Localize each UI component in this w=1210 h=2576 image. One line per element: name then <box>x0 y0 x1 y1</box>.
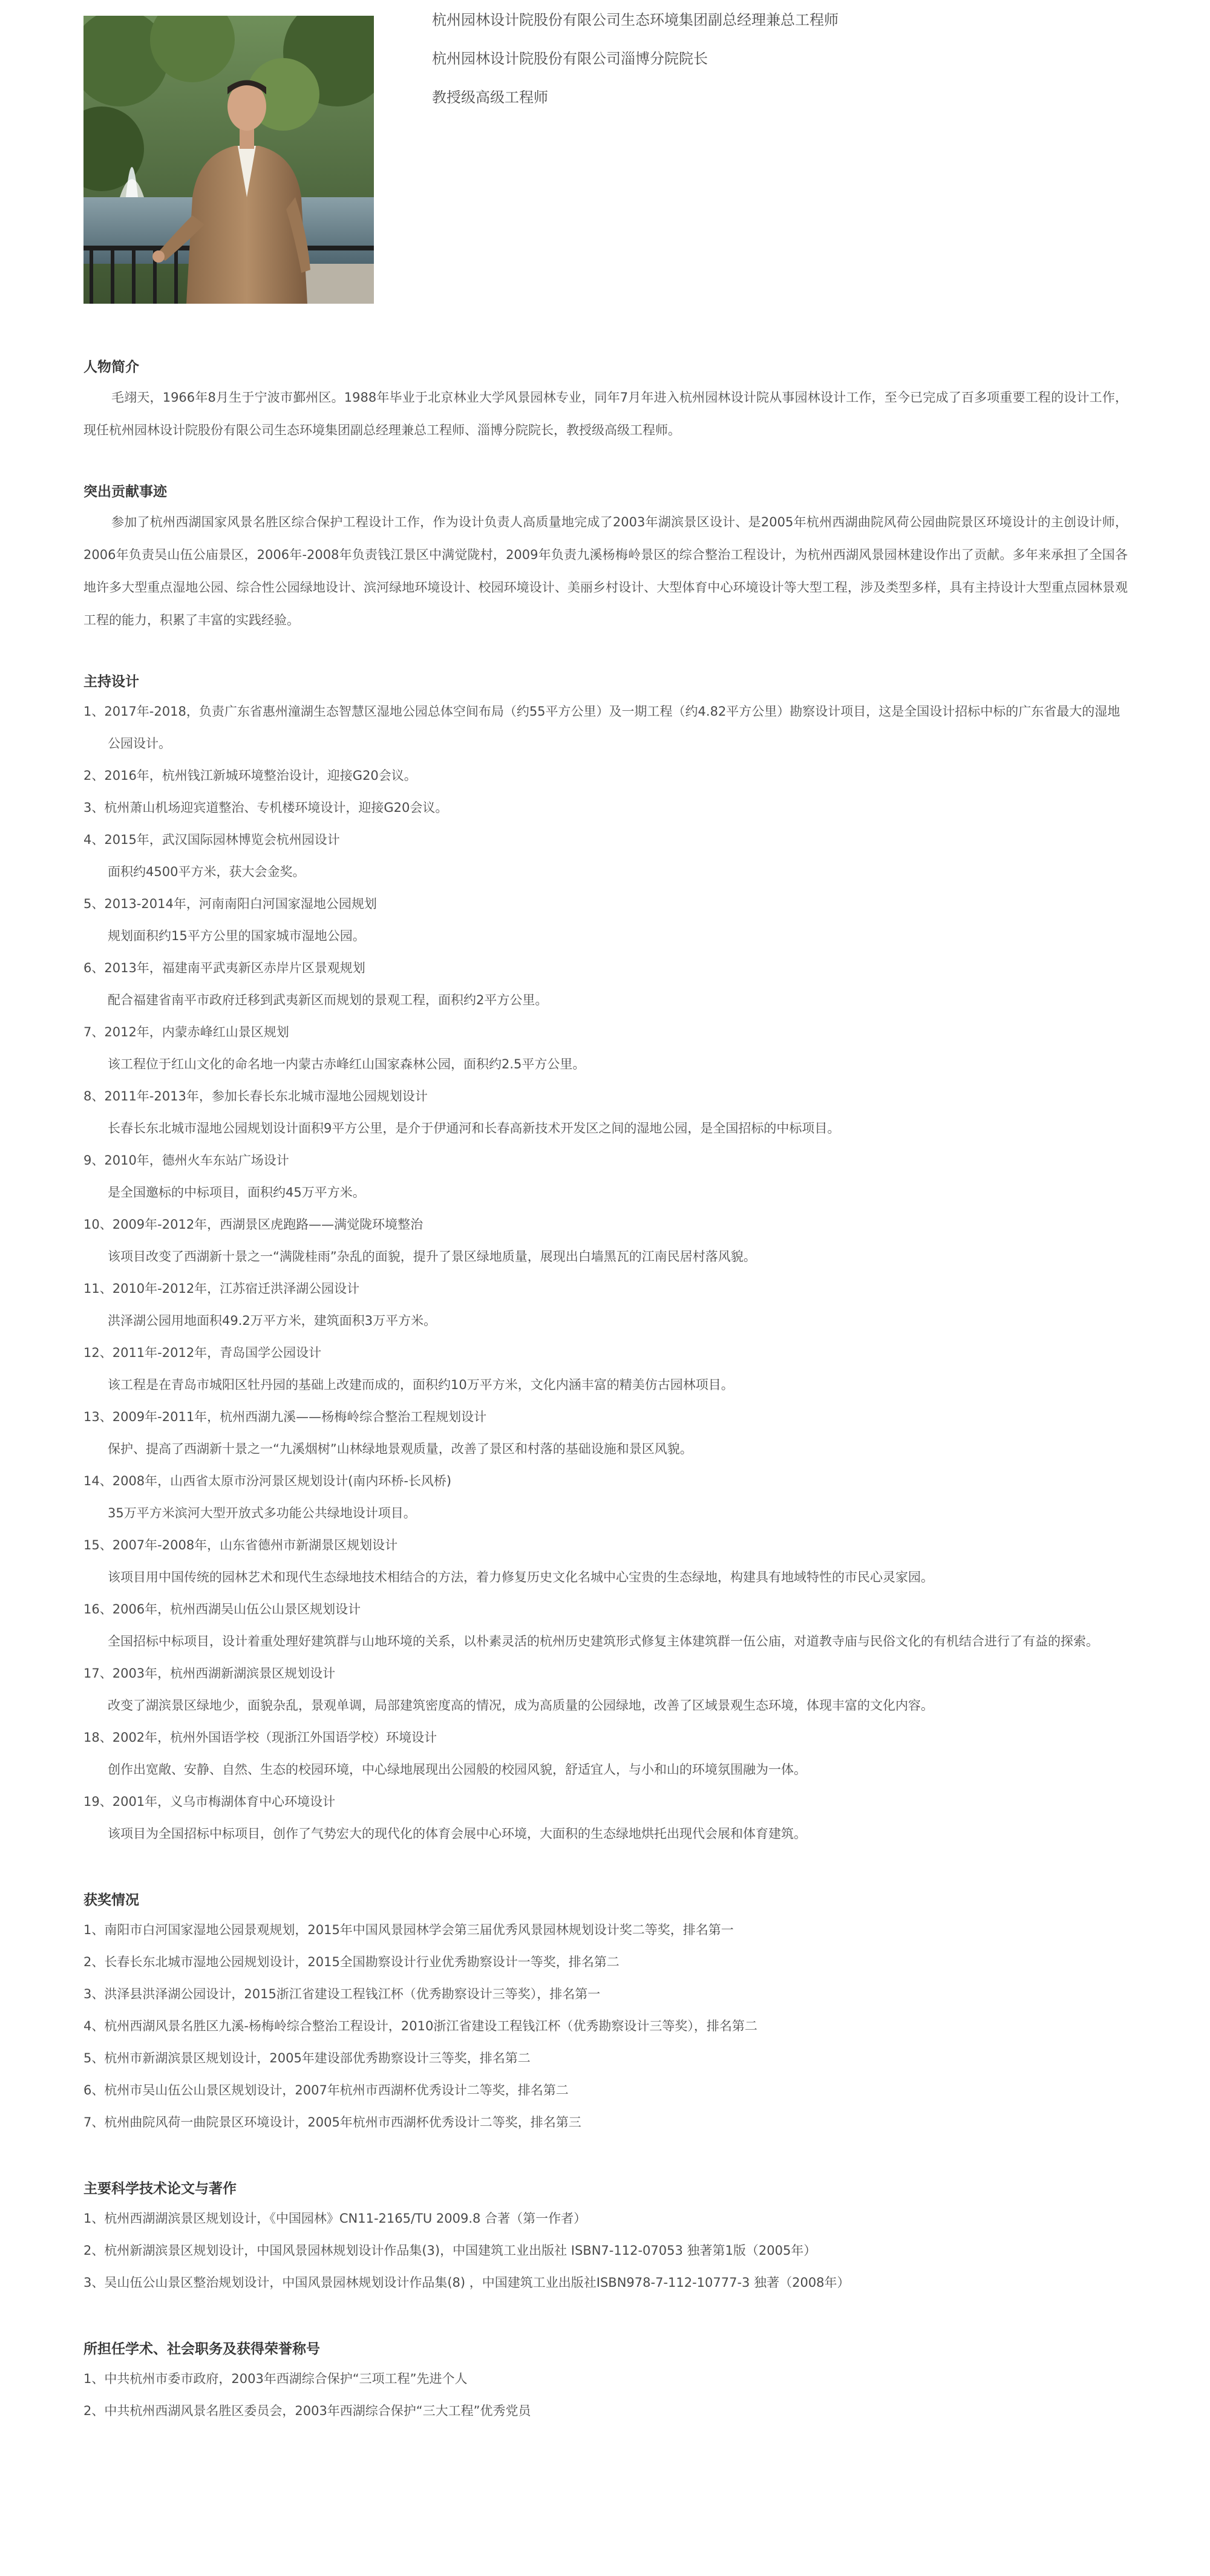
bio-section <box>83 357 1128 446</box>
main-content <box>83 357 1128 2427</box>
project-description: 该项目为全国招标中标项目，创作了气势宏大的现代化的体育会展中心环境，大面积的生态绿地烘托出现代会展和体育建筑。 <box>108 1826 806 1841</box>
project-description: 规划面积约15平方公里的国家城市湿地公园。 <box>108 929 365 943</box>
project-title: 3、杭州萧山机场迎宾道整治、专机楼环境设计，迎接G20会议。 <box>83 800 448 815</box>
project-description: 该项目改变了西湖新十景之一“满陇桂雨”杂乱的面貌，提升了景区绿地质量，展现出白墙黑瓦的江南民居村落风貌。 <box>108 1249 756 1264</box>
portrait-photo <box>83 16 374 304</box>
project-item <box>83 1465 1128 1529</box>
project-title: 2、2016年，杭州钱江新城环境整治设计，迎接G20会议。 <box>83 768 417 783</box>
project-description: 全国招标中标项目，设计着重处理好建筑群与山地环境的关系，以朴素灵活的杭州历史建筑形式修复主体建筑群一伍公庙，对道教寺庙与民俗文化的有机结合进行了有益的探索。 <box>108 1634 1099 1649</box>
project-title: 11、2010年-2012年，江苏宿迁洪泽湖公园设计 <box>83 1281 360 1296</box>
honor-item: 1、中共杭州市委市政府，2003年西湖综合保护“三项工程”先进个人 <box>83 2372 468 2386</box>
papers-list <box>83 2203 1128 2299</box>
project-item <box>83 1529 1128 1594</box>
title-position-1: 杭州园林设计院股份有限公司生态环境集团副总经理兼总工程师 <box>432 11 839 28</box>
header-titles <box>432 11 1097 127</box>
papers-heading: 主要科学技术论文与著作 <box>83 2181 237 2197</box>
project-title: 6、2013年，福建南平武夷新区赤岸片区景观规划 <box>83 961 365 975</box>
paper-item: 3、吴山伍公山景区整治规划设计，中国风景园林规划设计作品集(8) ，中国建筑工业出版社ISBN978-7-112-10777-3 独著（2008年） <box>83 2275 850 2290</box>
award-item: 1、南阳市白河国家湿地公园景观规划，2015年中国风景园林学会第三届优秀风景园林规划设计奖二等奖，排名第一 <box>83 1923 734 1937</box>
project-description: 面积约4500平方米，获大会金奖。 <box>108 865 306 879</box>
project-description: 创作出宽敞、安静、自然、生态的校园环境，中心绿地展现出公园般的校园风貌，舒适宜人，与小和山的环境氛围融为一体。 <box>108 1762 806 1777</box>
bio-heading: 人物简介 <box>83 359 139 375</box>
honor-item: 2、中共杭州西湖风景名胜区委员会，2003年西湖综合保护“三大工程”优秀党员 <box>83 2404 531 2418</box>
project-description: 该工程是在青岛市城阳区牡丹园的基础上改建而成的，面积约10万平方米，文化内涵丰富的精美仿古园林项目。 <box>108 1378 734 1392</box>
contribution-section <box>83 482 1128 636</box>
project-item <box>83 1722 1128 1786</box>
project-title: 1、2017年-2018，负责广东省惠州潼湖生态智慧区湿地公园总体空间布局（约55平方公里）及一期工程（约4.82平方公里）勘察设计项目，这是全国设计招标中标的广东省最大的湿地公园设计。 <box>83 704 1120 751</box>
awards-heading: 获奖情况 <box>83 1892 139 1908</box>
project-item <box>83 1080 1128 1145</box>
project-description: 该项目用中国传统的园林艺术和现代生态绿地技术相结合的方法，着力修复历史文化名城中心宝贵的生态绿地，构建具有地域特性的市民心灵家园。 <box>108 1570 934 1584</box>
papers-section <box>83 2179 1128 2299</box>
project-title: 15、2007年-2008年，山东省德州市新湖景区规划设计 <box>83 1538 398 1552</box>
honors-section <box>83 2339 1128 2427</box>
bio-text: 毛翊天，1966年8月生于宁波市鄞州区。1988年毕业于北京林业大学风景园林专业，同年7月年进入杭州园林设计院从事园林设计工作，至今已完成了百多项重要工程的设计工作，现任杭州园林设计院股份有限公司生态环境集团副总经理兼总工程师、淄博分院院长，教授级高级工程师。 <box>83 390 1128 437</box>
project-title: 10、2009年-2012年，西湖景区虎跑路——满觉陇环境整治 <box>83 1217 424 1232</box>
project-title: 9、2010年，德州火车东站广场设计 <box>83 1153 289 1168</box>
project-item <box>83 1337 1128 1401</box>
project-description: 是全国邀标的中标项目，面积约45万平方米。 <box>108 1185 365 1200</box>
award-item: 6、杭州市吴山伍公山景区规划设计，2007年杭州市西湖杯优秀设计二等奖，排名第二 <box>83 2083 569 2097</box>
project-item <box>83 1145 1128 1209</box>
award-item: 3、洪泽县洪泽湖公园设计，2015浙江省建设工程钱江杯（优秀勘察设计三等奖），排名第一 <box>83 1987 601 2001</box>
paper-item: 1、杭州西湖湖滨景区规划设计，《中国园林》CN11-2165/TU 2009.8 合著（第一作者） <box>83 2211 587 2226</box>
project-title: 16、2006年，杭州西湖吴山伍公山景区规划设计 <box>83 1602 361 1617</box>
project-item <box>83 1209 1128 1273</box>
award-item: 7、杭州曲院风荷一曲院景区环境设计，2005年杭州市西湖杯优秀设计二等奖，排名第三 <box>83 2115 581 2130</box>
projects-heading: 主持设计 <box>83 674 139 690</box>
contribution-heading: 突出贡献事迹 <box>83 484 167 500</box>
project-item <box>83 1594 1128 1658</box>
project-title: 17、2003年，杭州西湖新湖滨景区规划设计 <box>83 1666 336 1681</box>
project-title: 7、2012年，内蒙赤峰红山景区规划 <box>83 1025 289 1039</box>
project-description: 35万平方米滨河大型开放式多功能公共绿地设计项目。 <box>108 1506 416 1520</box>
project-title: 19、2001年，义乌市梅湖体育中心环境设计 <box>83 1794 336 1809</box>
project-description: 长春长东北城市湿地公园规划设计面积9平方公里，是介于伊通河和长春高新技术开发区之间的湿地公园，是全国招标的中标项目。 <box>108 1121 840 1136</box>
project-title: 8、2011年-2013年，参加长春长东北城市湿地公园规划设计 <box>83 1089 428 1103</box>
project-item <box>83 760 1128 792</box>
title-position-2: 杭州园林设计院股份有限公司淄博分院院长 <box>432 50 708 67</box>
project-item <box>83 1786 1128 1850</box>
project-description: 改变了湖滨景区绿地少，面貌杂乱，景观单调，局部建筑密度高的情况，成为高质量的公园绿地，改善了区域景观生态环境，体现丰富的文化内容。 <box>108 1698 934 1713</box>
paper-item: 2、杭州新湖滨景区规划设计，中国风景园林规划设计作品集(3)，中国建筑工业出版社 ISBN7-112-07053 独著第1版（2005年） <box>83 2243 817 2258</box>
project-title: 5、2013-2014年，河南南阳白河国家湿地公园规划 <box>83 897 377 911</box>
project-title: 13、2009年-2011年，杭州西湖九溪——杨梅岭综合整治工程规划设计 <box>83 1410 487 1424</box>
project-title: 4、2015年，武汉国际园林博览会杭州园设计 <box>83 832 340 847</box>
awards-list <box>83 1914 1128 2139</box>
project-title: 18、2002年，杭州外国语学校（现浙江外国语学校）环境设计 <box>83 1730 437 1745</box>
project-item <box>83 792 1128 824</box>
project-item <box>83 824 1128 888</box>
project-item <box>83 1401 1128 1465</box>
projects-section <box>83 672 1128 1850</box>
project-description: 配合福建省南平市政府迁移到武夷新区而规划的景观工程，面积约2平方公里。 <box>108 993 548 1007</box>
project-title: 12、2011年-2012年，青岛国学公园设计 <box>83 1345 322 1360</box>
honors-list <box>83 2363 1128 2427</box>
award-item: 5、杭州市新湖滨景区规划设计，2005年建设部优秀勘察设计三等奖，排名第二 <box>83 2051 531 2065</box>
award-item: 4、杭州西湖风景名胜区九溪-杨梅岭综合整治工程设计，2010浙江省建设工程钱江杯（优秀勘察设计三等奖），排名第二 <box>83 2019 757 2033</box>
honors-heading: 所担任学术、社会职务及获得荣誉称号 <box>83 2341 320 2357</box>
project-description: 该工程位于红山文化的命名地一内蒙古赤峰红山国家森林公园，面积约2.5平方公里。 <box>108 1057 586 1071</box>
project-item <box>83 888 1128 952</box>
project-description: 洪泽湖公园用地面积49.2万平方米，建筑面积3万平方米。 <box>108 1313 437 1328</box>
projects-list <box>83 696 1128 1850</box>
project-item <box>83 696 1128 760</box>
title-position-3: 教授级高级工程师 <box>432 89 548 106</box>
project-item <box>83 1273 1128 1337</box>
project-item <box>83 1658 1128 1722</box>
project-item <box>83 1016 1128 1080</box>
project-title: 14、2008年，山西省太原市汾河景区规划设计(南内环桥-长风桥) <box>83 1474 452 1488</box>
awards-section <box>83 1890 1128 2139</box>
award-item: 2、长春长东北城市湿地公园规划设计，2015全国勘察设计行业优秀勘察设计一等奖，排名第二 <box>83 1955 620 1969</box>
project-item <box>83 952 1128 1016</box>
project-description: 保护、提高了西湖新十景之一“九溪烟树”山林绿地景观质量，改善了景区和村落的基础设施和景区风貌。 <box>108 1442 693 1456</box>
contribution-text: 参加了杭州西湖国家风景名胜区综合保护工程设计工作，作为设计负责人高质量地完成了2003年湖滨景区设计、是2005年杭州西湖曲院风荷公园曲院景区环境设计的主创设计师，2006年负责吴山伍公庙景区，2006年-2008年负责钱江景区中满觉陇村，2009年负责九溪杨梅岭景区的综合整治工程设计，为杭州西湖风景园林建设作出了贡献。多年来承担了全国各地许多大型重点湿地公园、综合性公园绿地设计、滨河绿地环境设计、校园环境设计、美丽乡村设计、大型体育中心环境设计等大型工程，涉及类型多样，具有主持设计大型重点园林景观工程的能力，积累了丰富的实践经验。 <box>83 515 1128 627</box>
